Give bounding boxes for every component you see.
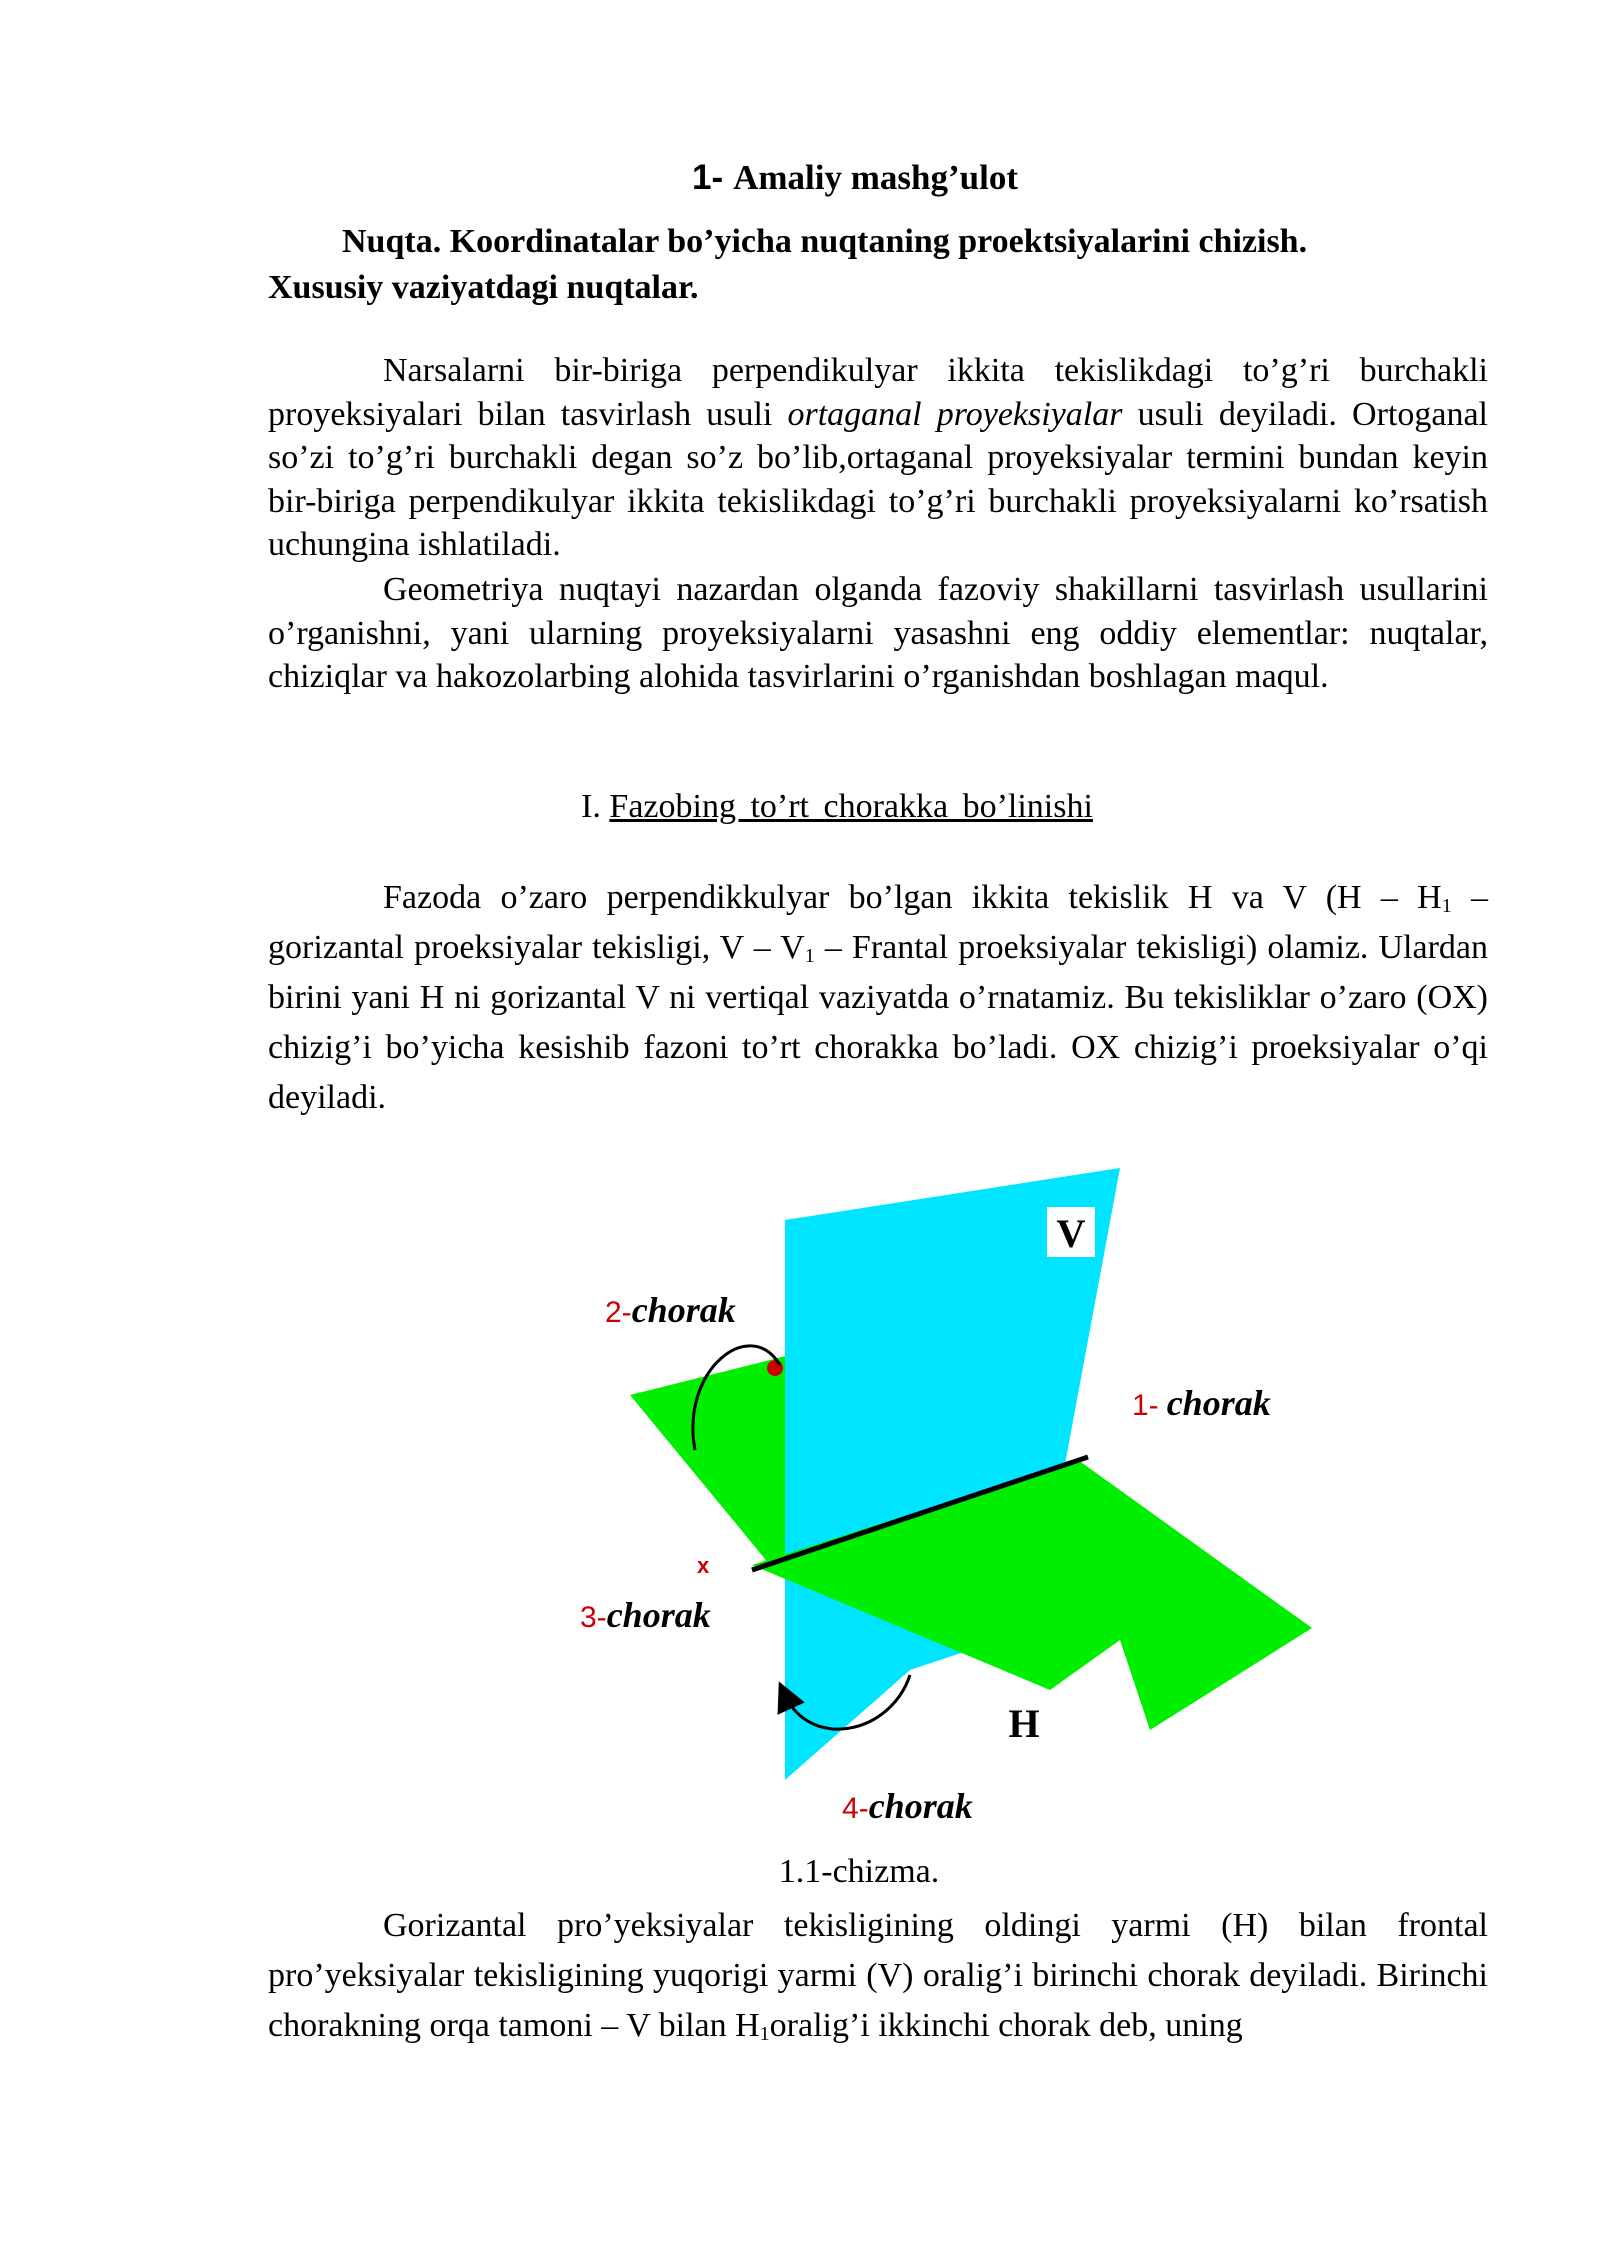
paragraph-4-part-1: Gorizantal pro’yeksiyalar tekisligining oldingi yarmi (H) bilan frontal pro’yeksiyalar tekisligining yuqorigi yarmi (V) oralig’i birinchi chorak deyiladi. Birinchi chorakning orqa tamoni – V bilan H	[268, 1907, 1488, 2044]
quadrant-2-label	[605, 1290, 736, 1330]
quadrant-1-number: 1-	[1132, 1389, 1159, 1422]
paragraph-1-text-b: usuli deyiladi. Ortoganal so’zi to’g’ri burchakli degan so’z bo’lib,ortaganal proyeksiyalar termini bundan keyin bir-biriga perpendikulyar ikkita tekislikdagi to’g’ri burchakli proyeksiyalarni ko’rsatish uchungina ishlatiladi.	[268, 395, 1489, 563]
subtitle-line-2: Xususiy vaziyatdagi nuqtalar.	[268, 269, 699, 306]
section-heading	[0, 785, 1600, 829]
page-title	[0, 158, 1600, 198]
paragraph-1-italic-term: ortaganal proyeksiyalar	[787, 395, 1123, 433]
figure-caption: 1.1-chizma.	[778, 1853, 940, 1890]
title-number: 1-	[692, 158, 724, 197]
quadrant-2-number: 2-	[605, 1296, 632, 1329]
paragraph-3-sub-1: 1	[1441, 895, 1452, 917]
paragraph-3-part-1: Fazoda o’zaro perpendikkulyar bo’lgan ikkita tekislik H va V (H – H	[383, 879, 1442, 916]
subtitle	[268, 219, 1488, 311]
paragraph-4	[268, 1901, 1488, 2051]
paragraph-3-part-2: – gorizantal proeksiyalar tekisligi, V – V	[268, 879, 1488, 966]
section-title: Fazobing to’rt chorakka bo’linishi	[609, 788, 1093, 825]
paragraph-4-part-2: oralig’i ikkinchi chorak deb, uning	[769, 2007, 1243, 2044]
quadrant-4-number: 4-	[842, 1792, 869, 1825]
title-text: Amaliy mashg’ulot	[733, 158, 1018, 197]
plane-v-label: V	[1056, 1211, 1086, 1256]
quadrant-3-word: chorak	[606, 1595, 711, 1635]
paragraph-3-part-3: – Frantal proeksiyalar tekisligi) olamiz. Ulardan birini yani H ni gorizantal V ni vertiqal vaziyatda o’rnatamiz. Bu tekisliklar o’zaro (OX) chizig’i bo’yicha kesishib fazoni to’rt chorakka bo’ladi. OX chizig’i proeksiyalar o’qi deyiladi.	[268, 929, 1489, 1116]
paragraph-2	[268, 568, 1488, 699]
paragraph-3	[268, 873, 1488, 1123]
quadrant-1-word: chorak	[1166, 1383, 1271, 1423]
paragraph-2-text: Geometriya nuqtayi nazardan olganda fazoviy shakillarni tasvirlash usullarini o’rganishni, yani ularning proyeksiyalarni yasashni eng oddiy elementlar: nuqtalar, chiziqlar va hakozolarbing alohida tasvirlarini o’rganishdan boshlagan maqul.	[268, 571, 1488, 695]
plane-h-label: H	[1008, 1701, 1040, 1746]
plane-h-back	[630, 1355, 790, 1565]
quadrant-3-label	[580, 1595, 711, 1635]
paragraph-3-sub-2: 1	[804, 945, 815, 967]
paragraph-1-text-a: Narsalarni bir-biriga perpendikulyar ikkita tekislikdagi to’g’ri burchakli proyeksiyalari bilan tasvirlash usuli	[268, 352, 1488, 433]
quadrant-4-label	[842, 1786, 973, 1826]
point-marker-q3: x	[697, 1553, 710, 1578]
quadrants-figure	[560, 1150, 1320, 1850]
paragraph-1	[268, 349, 1488, 567]
quadrant-4-word: chorak	[868, 1786, 973, 1826]
quadrant-1-label	[1132, 1383, 1271, 1423]
point-marker-q2	[767, 1360, 783, 1376]
quadrant-3-number: 3-	[580, 1601, 607, 1634]
section-roman: I.	[581, 788, 601, 825]
paragraph-4-sub-1: 1	[759, 2023, 770, 2045]
subtitle-line-1: Nuqta. Koordinatalar bo’yicha nuqtaning proektsiyalarini chizish.	[342, 223, 1308, 260]
quadrant-2-word: chorak	[631, 1290, 736, 1330]
